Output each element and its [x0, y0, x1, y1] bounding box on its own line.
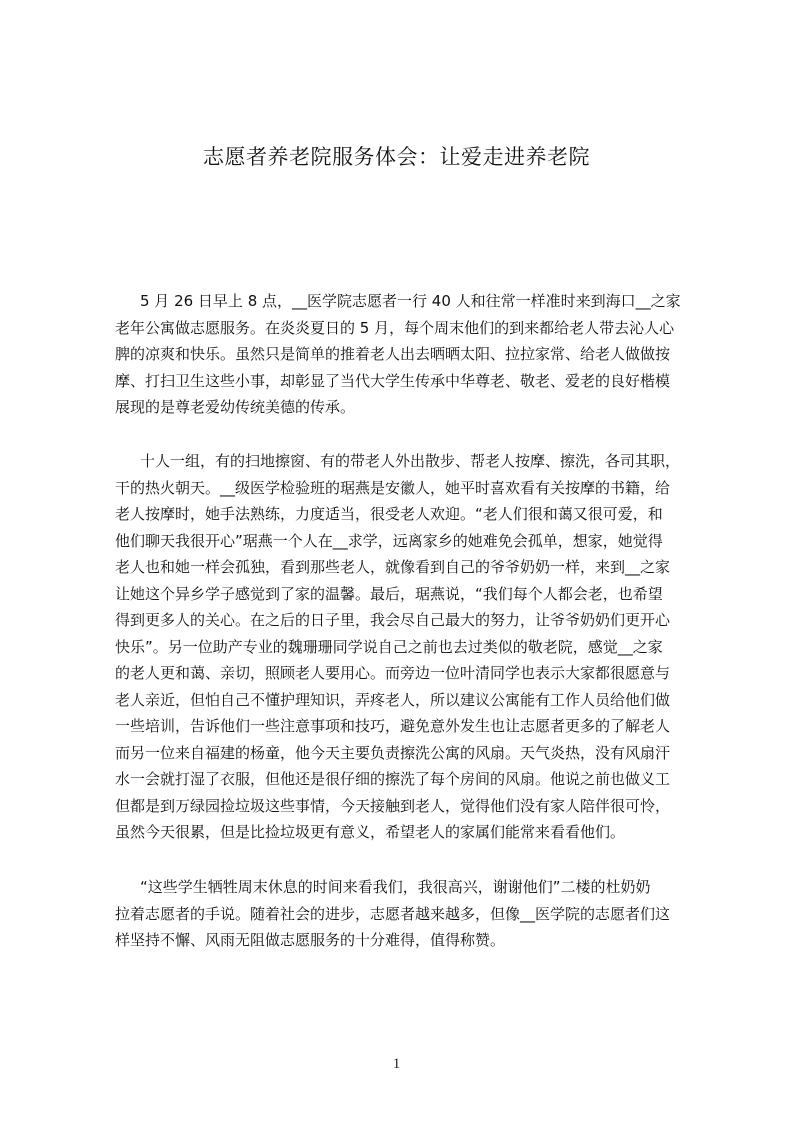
paragraph-line: 一些培训，告诉他们一些注意事项和技巧，避免意外发生也让志愿者更多的了解老人 — [115, 717, 671, 735]
paragraph-line: 老人按摩时，她手法熟练，力度适当，很受老人欢迎。“老人们很和蔼又很可爱，和 — [115, 505, 663, 523]
paragraph-line: 他们聊天我很开心”琚燕一个人在__求学，远离家乡的她难免会孤单，想家，她觉得 — [115, 531, 663, 550]
paragraph-3 — [115, 874, 715, 954]
paragraph-line: 脾的凉爽和快乐。虽然只是简单的推着老人出去晒晒太阳、拉拉家常、给老人做做按 — [115, 345, 671, 363]
paragraph-line: 展现的是尊老爱幼传统美德的传承。 — [115, 398, 356, 416]
paragraph-line: 水一会就打湿了衣服，但他还是很仔细的擦洗了每个房间的风扇。他说之前也做义工 — [115, 770, 671, 788]
paragraph-line: 而另一位来自福建的杨童，他今天主要负责擦洗公寓的风扇。天气炎热，没有风扇汗 — [115, 743, 671, 762]
paragraph-line: 快乐”。另一位助产专业的魏珊珊同学说自己之前也去过类似的敬老院，感觉__之家 — [115, 637, 663, 656]
paragraph-1 — [115, 288, 715, 421]
paragraph-line: 干的热火朝天。__级医学检验班的琚燕是安徽人，她平时喜欢看有关按摩的书籍，给 — [115, 478, 671, 497]
paragraph-2 — [115, 448, 715, 846]
paragraph-line: 虽然今天很累，但是比捡垃圾更有意义，希望老人的家属们能常来看看他们。 — [115, 823, 626, 841]
paragraph-line: “这些学生牺牲周末休息的时间来看我们，我很高兴，谢谢他们”二楼的杜奶奶 — [140, 878, 651, 896]
paragraph-line: 拉着志愿者的手说。随着社会的进步，志愿者越来越多，但像__医学院的志愿者们这 — [115, 904, 671, 923]
paragraph-line: 样坚持不懈、风雨无阻做志愿服务的十分难得，值得称赞。 — [115, 931, 506, 949]
paragraph-line: 老人也和她一样会孤独，看到那些老人，就像看到自己的爷爷奶奶一样，来到__之家 — [115, 558, 671, 576]
paragraph-line: 摩、打扫卫生这些小事，却彰显了当代大学生传承中华尊老、敬老、爱老的良好楷模 — [115, 371, 671, 390]
paragraph-line: 老人亲近，但怕自己不懂护理知识，弄疼老人，所以建议公寓能有工作人员给他们做 — [115, 690, 671, 709]
paragraph-line: 的老人更和蔼、亲切，照顾老人要用心。而旁边一位叶清同学也表示大家都很愿意与 — [115, 664, 671, 682]
document-title: 志愿者养老院服务体会：让爱走进养老院 — [203, 145, 590, 169]
paragraph-line: 得到更多人的关心。在之后的日子里，我会尽自己最大的努力，让爷爷奶奶们更开心 — [115, 611, 671, 629]
paragraph-line: 让她这个异乡学子感觉到了家的温馨。最后，琚燕说，“我们每个人都会老，也希望 — [115, 584, 663, 603]
paragraph-line: 十人一组，有的扫地擦窗、有的带老人外出散步、帮老人按摩、擦洗，各司其职， — [140, 452, 681, 470]
paragraph-line: 但都是到万绿园捡垃圾这些事情，今天接触到老人，觉得他们没有家人陪伴很可怜， — [115, 796, 671, 815]
paragraph-line: 5 月 26 日早上 8 点，__医学院志愿者一行 40 人和往常一样准时来到海口__之家 — [140, 292, 681, 310]
page-number: 1 — [392, 1056, 401, 1072]
paragraph-line: 老年公寓做志愿服务。在炎炎夏日的 5 月，每个周末他们的到来都给老人带去沁人心 — [115, 318, 675, 337]
